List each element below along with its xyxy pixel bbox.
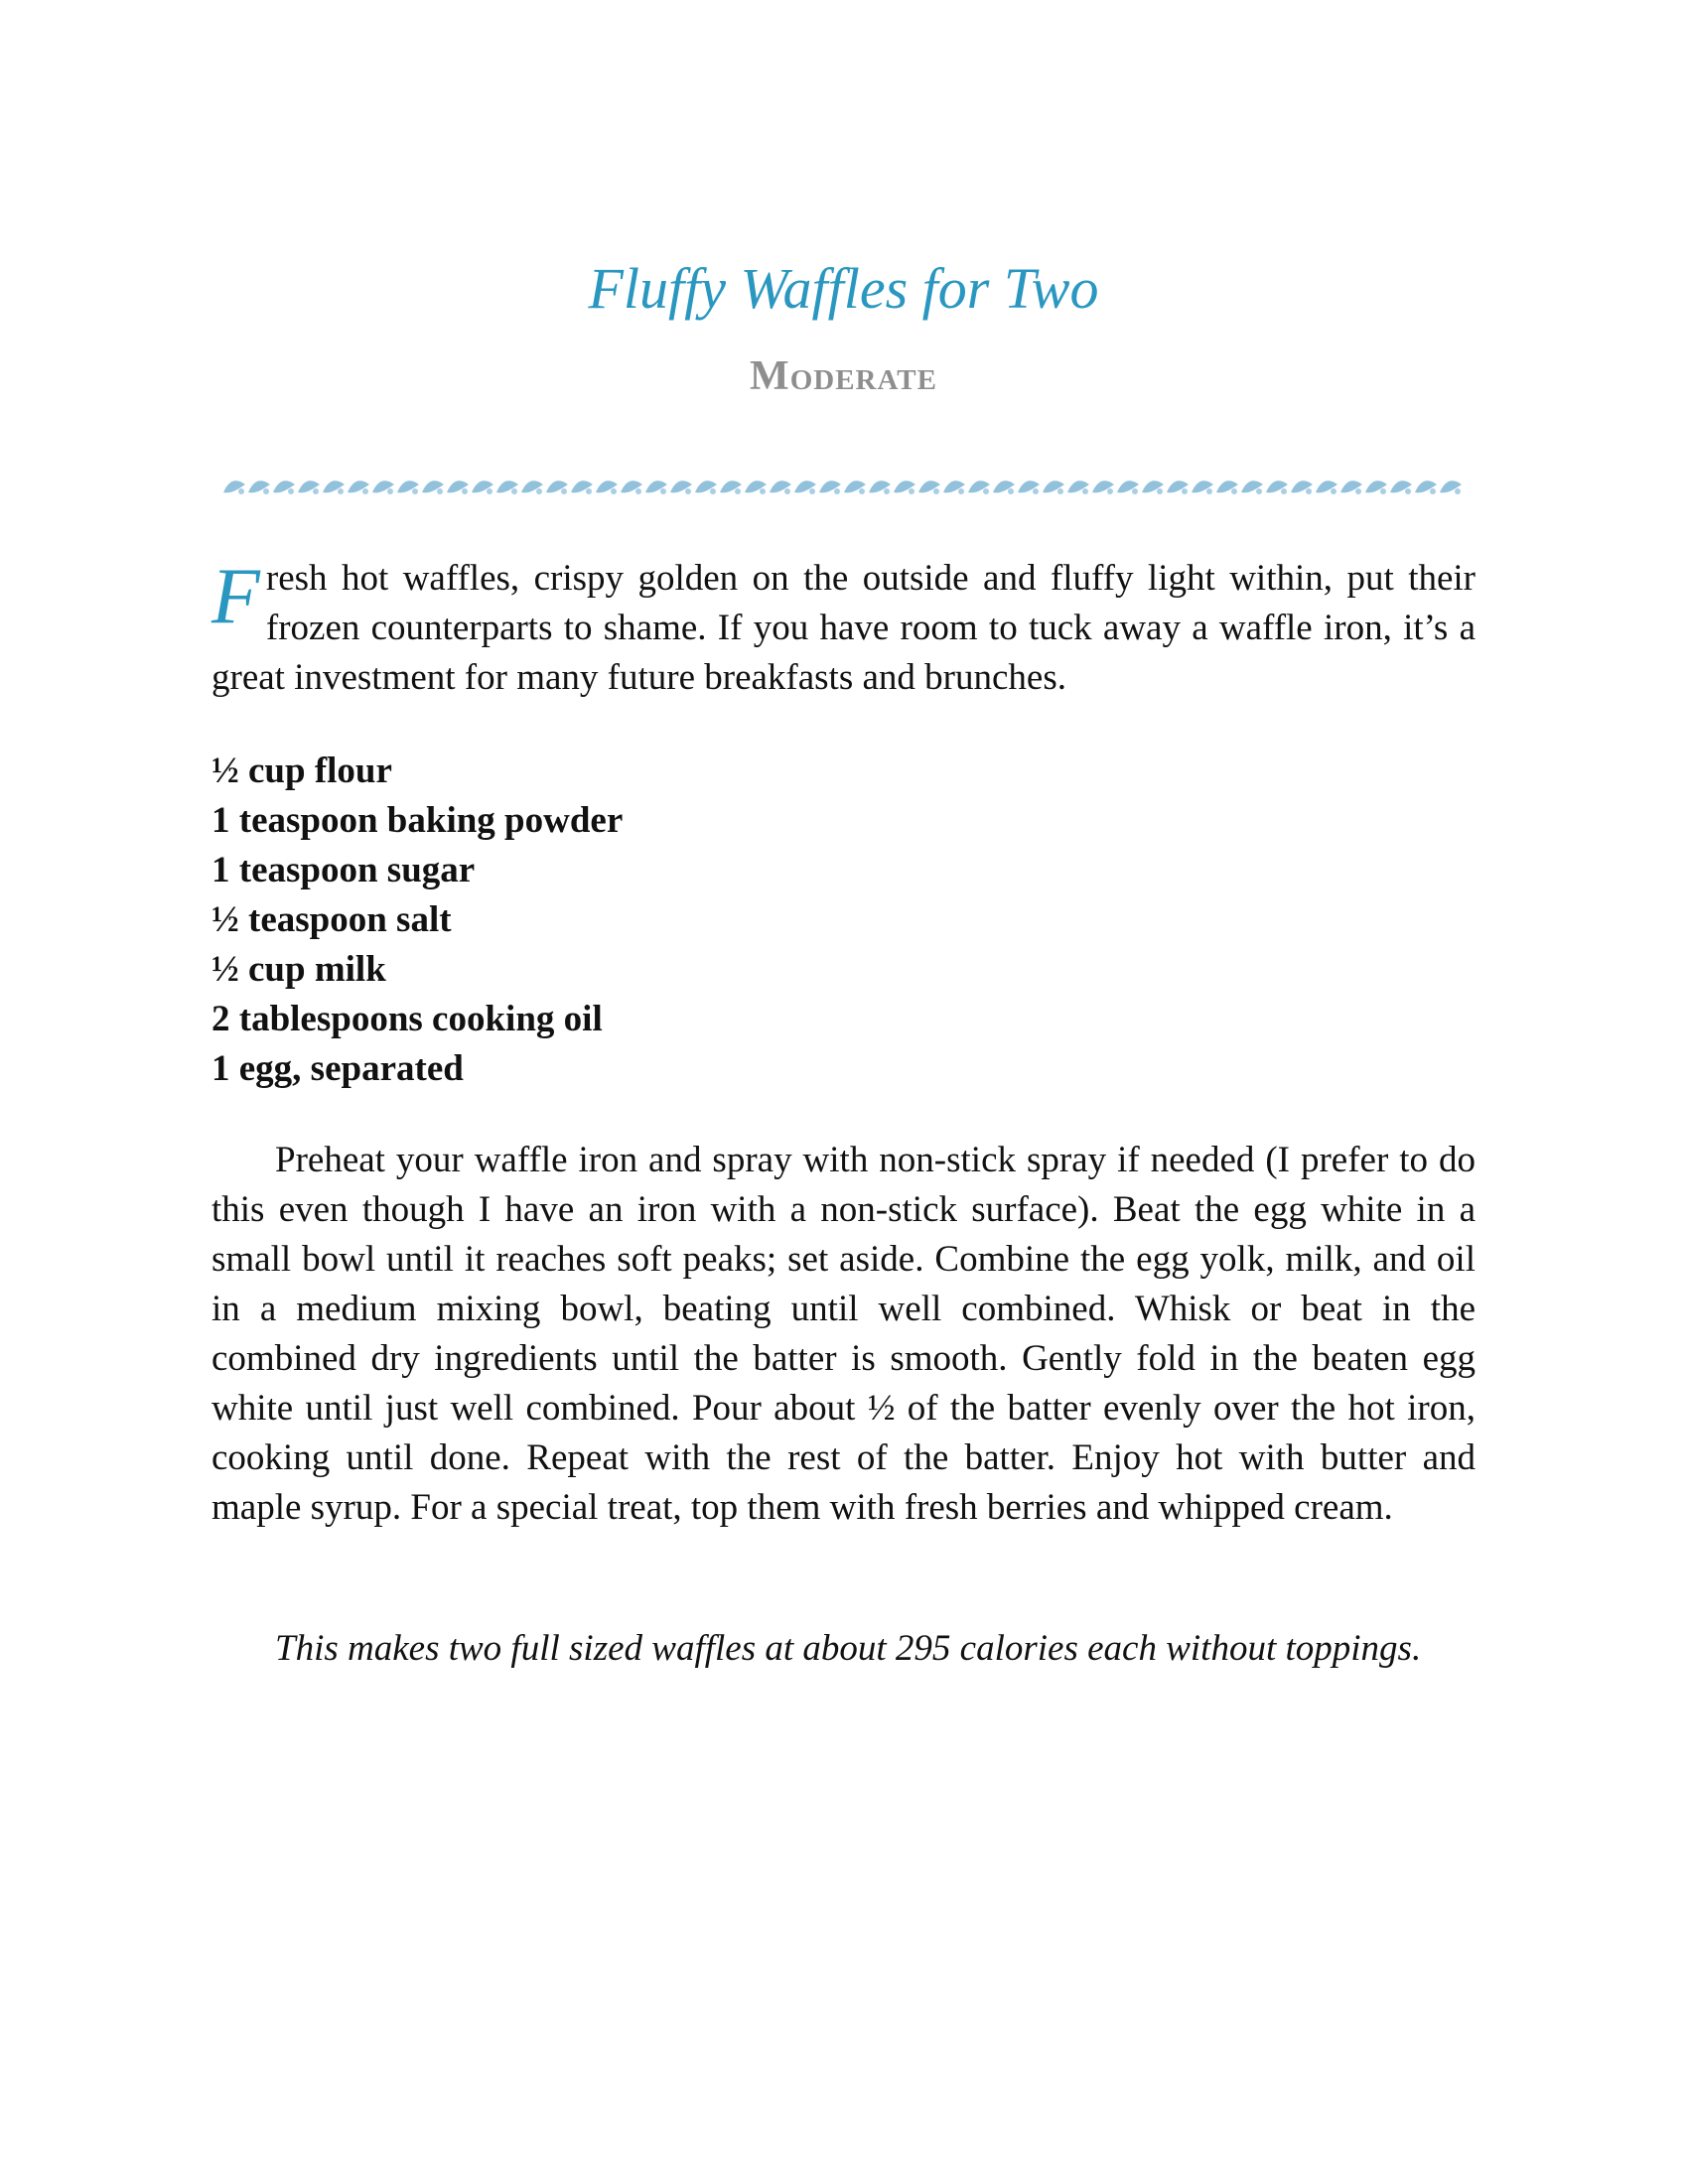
divider-dot bbox=[1256, 488, 1262, 494]
divider-dot bbox=[313, 488, 319, 494]
divider-dot bbox=[1405, 488, 1411, 494]
divider-dot bbox=[1008, 488, 1014, 494]
divider-dot bbox=[1107, 488, 1113, 494]
ingredient-list bbox=[211, 747, 1476, 1094]
divider-dot bbox=[784, 488, 790, 494]
divider-dot bbox=[561, 488, 567, 494]
divider-dot bbox=[909, 488, 914, 494]
divider-dot bbox=[685, 488, 691, 494]
drop-cap: F bbox=[211, 553, 260, 640]
divider-dot bbox=[462, 488, 468, 494]
recipe-page bbox=[211, 0, 1476, 2184]
divider-dot bbox=[958, 488, 964, 494]
divider-dot bbox=[536, 488, 542, 494]
divider-dot bbox=[1380, 488, 1386, 494]
serving-note: This makes two full sized waffles at about 295 calories each without toppings. bbox=[275, 1628, 1422, 1669]
difficulty-label: Moderate bbox=[750, 353, 937, 399]
divider-dot bbox=[586, 488, 592, 494]
divider-dot bbox=[760, 488, 766, 494]
divider-dot bbox=[660, 488, 666, 494]
recipe-title: Fluffy Waffles for Two bbox=[588, 256, 1099, 321]
divider-dot bbox=[1157, 488, 1163, 494]
braid-divider-graphic bbox=[221, 475, 1463, 500]
divider-dot bbox=[263, 488, 269, 494]
divider-dot bbox=[1231, 488, 1237, 494]
divider-dot bbox=[983, 488, 989, 494]
ingredient-item: 2 tablespoons cooking oil bbox=[211, 999, 603, 1039]
intro-text: resh hot waffles, crispy golden on the outside and fluffy light within, put their frozen counterparts to shame. If you have room to tuck away a waffle iron, it’s a great investment for many future breakfasts and brunches. bbox=[211, 558, 1476, 698]
divider-dot bbox=[1281, 488, 1287, 494]
divider-dot bbox=[288, 488, 294, 494]
ingredient-item: 1 egg, separated bbox=[211, 1048, 464, 1089]
divider-dot bbox=[338, 488, 344, 494]
divider-dot bbox=[859, 488, 865, 494]
divider-dot bbox=[362, 488, 368, 494]
divider-dot bbox=[834, 488, 840, 494]
divider-dot bbox=[1082, 488, 1088, 494]
divider-dot bbox=[1306, 488, 1312, 494]
divider-dot bbox=[710, 488, 716, 494]
divider-dot bbox=[412, 488, 418, 494]
divider-dot bbox=[635, 488, 641, 494]
divider-dot bbox=[487, 488, 492, 494]
divider-dot bbox=[735, 488, 741, 494]
divider-dot bbox=[1355, 488, 1361, 494]
divider-dot bbox=[1331, 488, 1336, 494]
divider-dot bbox=[1132, 488, 1138, 494]
divider-dot bbox=[238, 488, 244, 494]
ingredient-item: 1 teaspoon baking powder bbox=[211, 800, 624, 841]
divider-dot bbox=[1182, 488, 1188, 494]
divider-dot bbox=[387, 488, 393, 494]
divider-dot bbox=[1033, 488, 1039, 494]
divider-dot bbox=[1430, 488, 1436, 494]
divider-dot bbox=[611, 488, 617, 494]
directions-paragraph: Preheat your waffle iron and spray with non-stick spray if needed (I prefer to do this even though I have an iron with a non-stick surface). Beat the egg white in a small bowl until it reaches soft peaks; set aside. Combine the egg yolk, milk, and oil in a medium mixing bowl, beating until well combined. Whisk or beat in the combined dry ingredients until the batter is smooth. Gently fold in the beaten egg white until just well combined. Pour about ½ of the batter evenly over the hot iron, cooking until done. Repeat with the rest of the batter. Enjoy hot with butter and maple syrup. For a special treat, top them with fresh berries and whipped cream. bbox=[211, 1140, 1476, 1528]
divider-dot bbox=[1057, 488, 1063, 494]
divider-dot bbox=[437, 488, 443, 494]
divider-dot bbox=[511, 488, 517, 494]
divider-dot bbox=[1455, 488, 1461, 494]
decorative-divider bbox=[221, 475, 1463, 500]
divider-dot bbox=[884, 488, 890, 494]
ingredient-item: ½ teaspoon salt bbox=[211, 899, 452, 940]
divider-dot bbox=[933, 488, 939, 494]
ingredient-item: ½ cup milk bbox=[211, 949, 386, 990]
divider-dot bbox=[809, 488, 815, 494]
ingredient-item: ½ cup flour bbox=[211, 751, 392, 791]
intro-paragraph bbox=[211, 554, 1476, 703]
divider-dot bbox=[1206, 488, 1212, 494]
ingredient-item: 1 teaspoon sugar bbox=[211, 850, 476, 890]
